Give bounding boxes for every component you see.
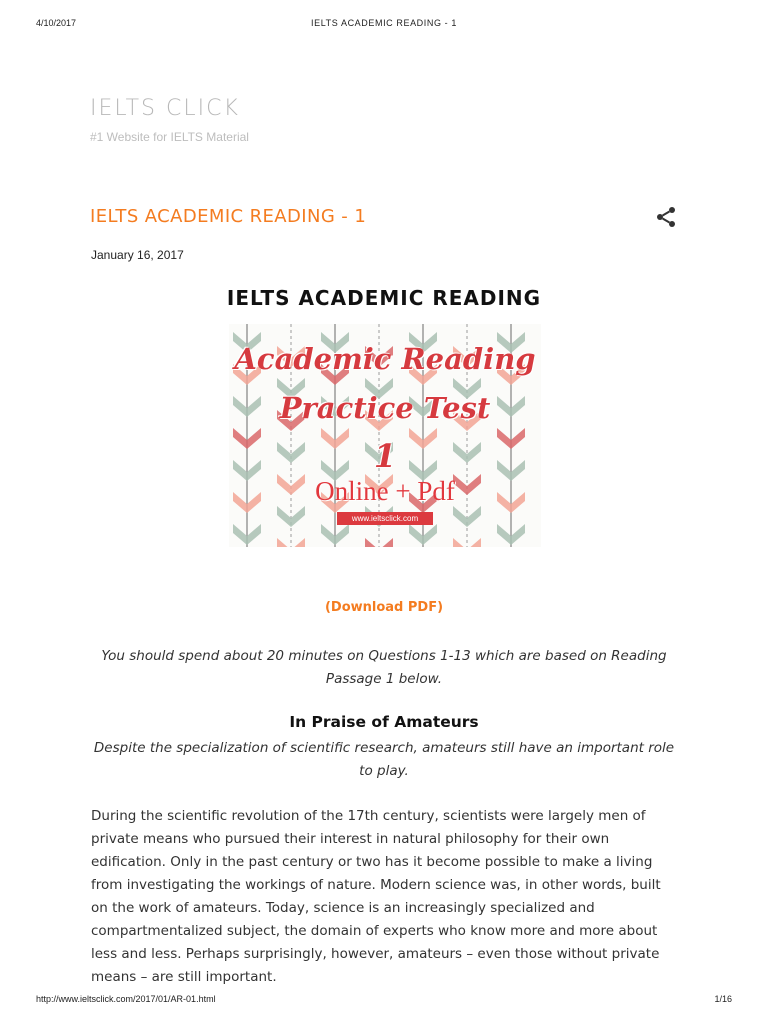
blog-title[interactable]: IELTS CLICK — [90, 96, 240, 121]
print-header — [0, 18, 768, 30]
banner-url: www.ieltsclick.com — [337, 512, 433, 525]
post-title[interactable]: IELTS ACADEMIC READING - 1 — [90, 206, 367, 227]
banner-line-2: Practice Test — [279, 391, 491, 425]
passage-paragraph: During the scientific revolution of the 17th century, scientists were largely men of private means who pursued their interest in natural philosophy for their own edification. Only in the past century or two has it become possible to make a living from investigating the workings of nature. Modern science was, in other words, built on the work of amateurs. Today, science is an increasingly specialized and compartmentalized subject, the domain of experts who know more and more about less and less. Perhaps surprisingly, however, amateurs – even those without private means – are still important. — [91, 808, 661, 985]
banner-line-4: Online + Pdf — [315, 476, 455, 506]
print-title: IELTS ACADEMIC READING - 1 — [311, 18, 457, 28]
passage-title: In Praise of Amateurs — [289, 713, 479, 731]
blog-tagline: #1 Website for IELTS Material — [90, 130, 249, 144]
post-date: January 16, 2017 — [91, 248, 184, 262]
print-date: 4/10/2017 — [36, 18, 77, 28]
print-page-number: 1/16 — [714, 994, 732, 1004]
passage-subtitle: Despite the specialization of scientific research, amateurs still have an important role to play. — [93, 740, 675, 779]
instructions: You should spend about 20 minutes on Questions 1-13 which are based on Reading Passage 1 below. — [101, 648, 667, 687]
print-url: http://www.ieltsclick.com/2017/01/AR-01.html — [36, 994, 216, 1004]
banner-line-3: 1 — [373, 437, 397, 475]
share-icon[interactable] — [654, 205, 678, 229]
article-heading: IELTS ACADEMIC READING — [226, 286, 542, 310]
download-pdf-link[interactable]: (Download PDF) — [324, 600, 444, 615]
banner-line-1: Academic Reading — [234, 342, 536, 376]
banner-image — [229, 324, 541, 547]
print-footer — [0, 994, 768, 1006]
